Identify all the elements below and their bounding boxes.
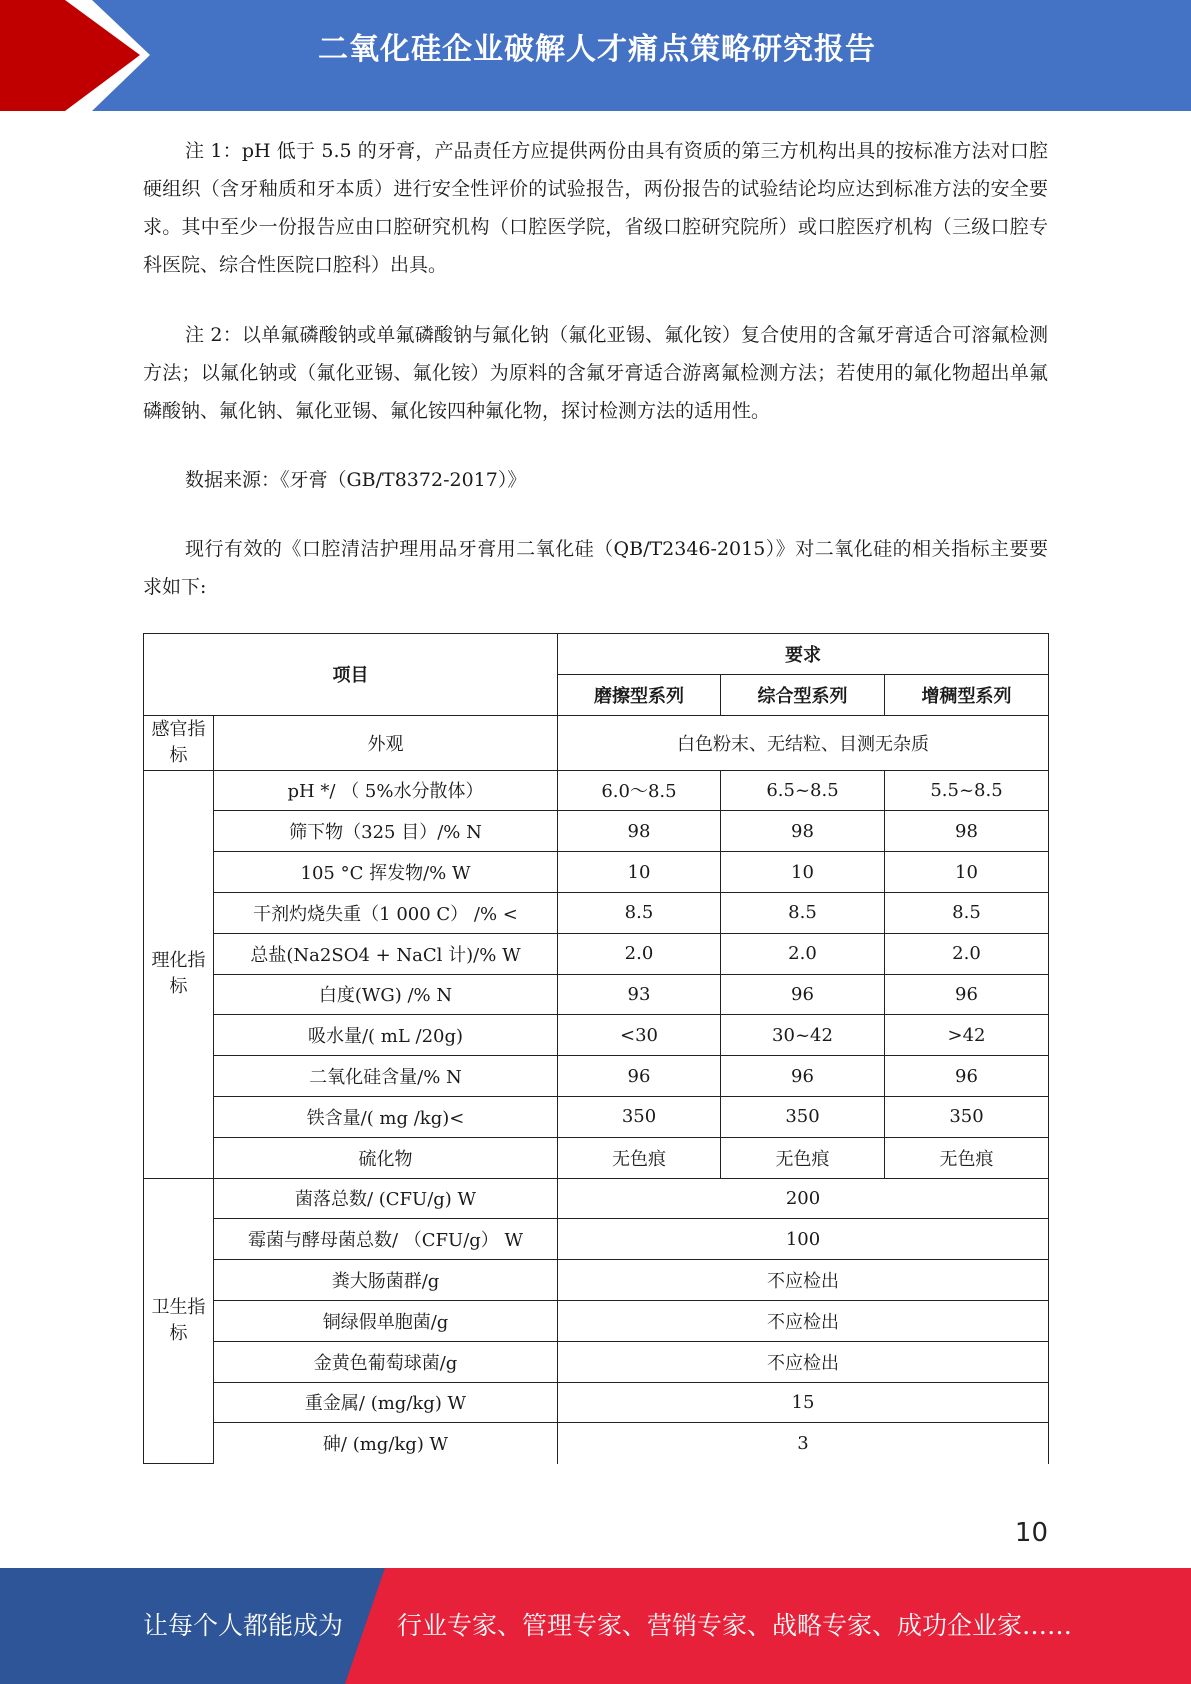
table-row — [144, 974, 1049, 1015]
header-abrasive-series: 磨擦型系列 — [558, 674, 721, 715]
item-cell: 砷/ (mg/kg) W — [214, 1423, 558, 1464]
header-requirement-cell: 要求 — [558, 634, 1049, 675]
item-cell: 干剂灼烧失重（1 000 C） /% < — [214, 892, 558, 933]
header-thickening-series: 增稠型系列 — [885, 674, 1049, 715]
note-2-paragraph: 注 2：以单氟磷酸钠或单氟磷酸钠与氟化钠（氟化亚锡、氟化铵）复合使用的含氟牙膏适合可溶氟检测方法；以氟化钠或（氟化亚锡、氟化铵）为原料的含氟牙膏适合游离氟检测方法；若使用的氟化物超出单氟磷酸钠、氟化钠、氟化亚锡、氟化铵四种氟化物，探讨检测方法的适用性。 — [143, 324, 1048, 422]
value-cell: 96 — [885, 1056, 1049, 1097]
table-row — [144, 1096, 1049, 1137]
value-cell: 350 — [885, 1096, 1049, 1137]
value-cell: 无色痕 — [721, 1137, 885, 1178]
value-cell: 不应检出 — [558, 1260, 1049, 1301]
note-1-paragraph: 注 1：pH 低于 5.5 的牙膏，产品责任方应提供两份由具有资质的第三方机构出具的按标准方法对口腔硬组织（含牙釉质和牙本质）进行安全性评价的试验报告，两份报告的试验结论均应达到标准方法的安全要求。其中至少一份报告应由口腔研究机构（口腔医学院，省级口腔研究院所）或口腔医疗机构（三级口腔专科医院、综合性医院口腔科）出具。 — [143, 140, 1048, 276]
value-cell: 3 — [558, 1423, 1049, 1464]
table-row — [144, 1382, 1049, 1423]
item-cell: 外观 — [214, 715, 558, 770]
table-row — [144, 1015, 1049, 1056]
value-cell: 200 — [558, 1178, 1049, 1219]
header-title: 二氧化硅企业破解人才痛点策略研究报告 — [318, 32, 876, 67]
table-row — [144, 1260, 1049, 1301]
table-row — [144, 1300, 1049, 1341]
table-row — [144, 1056, 1049, 1097]
item-cell: pH */ （ 5%水分散体） — [214, 770, 558, 811]
value-cell: 5.5~8.5 — [885, 770, 1049, 811]
table-row — [144, 892, 1049, 933]
value-cell: 10 — [558, 852, 721, 893]
value-cell: 98 — [558, 811, 721, 852]
item-cell: 霉菌与酵母菌总数/ （CFU/g） W — [214, 1219, 558, 1260]
item-cell: 二氧化硅含量/% N — [214, 1056, 558, 1097]
value-cell: 8.5 — [885, 892, 1049, 933]
footer-slogan-right: 行业专家、管理专家、营销专家、战略专家、成功企业家…… — [397, 1611, 1073, 1640]
value-cell: 96 — [721, 974, 885, 1015]
value-cell: 10 — [885, 852, 1049, 893]
page-number: 10 — [1014, 1518, 1048, 1548]
intro-paragraph: 现行有效的《口腔清洁护理用品牙膏用二氧化硅（QB/T2346-2015）》对二氧化硅的相关指标主要要求如下: — [143, 538, 1048, 598]
value-cell: 350 — [721, 1096, 885, 1137]
item-cell: 总盐(Na2SO4 + NaCl 计)/% W — [214, 933, 558, 974]
value-cell: >42 — [885, 1015, 1049, 1056]
value-cell: 2.0 — [721, 933, 885, 974]
table-row — [144, 1178, 1049, 1219]
value-cell: 15 — [558, 1382, 1049, 1423]
value-cell: 无色痕 — [885, 1137, 1049, 1178]
value-cell: 8.5 — [558, 892, 721, 933]
silica-spec-table — [143, 633, 1049, 1464]
value-cell: 6.5~8.5 — [721, 770, 885, 811]
item-cell: 粪大肠菌群/g — [214, 1260, 558, 1301]
value-cell: 10 — [721, 852, 885, 893]
value-cell: 不应检出 — [558, 1300, 1049, 1341]
page-footer — [0, 1568, 1191, 1684]
table-row — [144, 1137, 1049, 1178]
category-physchem: 理化指标 — [144, 770, 214, 1178]
item-cell: 105 °C 挥发物/% W — [214, 852, 558, 893]
item-cell: 铁含量/( mg /kg)< — [214, 1096, 558, 1137]
item-cell: 筛下物（325 目）/% N — [214, 811, 558, 852]
value-cell: 30~42 — [721, 1015, 885, 1056]
category-hygiene: 卫生指标 — [144, 1178, 214, 1464]
item-cell: 菌落总数/ (CFU/g) W — [214, 1178, 558, 1219]
value-cell: <30 — [558, 1015, 721, 1056]
item-cell: 白度(WG) /% N — [214, 974, 558, 1015]
value-cell: 白色粉末、无结粒、目测无杂质 — [558, 715, 1049, 770]
table-row — [144, 1219, 1049, 1260]
item-cell: 重金属/ (mg/kg) W — [214, 1382, 558, 1423]
table-row — [144, 1423, 1049, 1464]
value-cell: 98 — [885, 811, 1049, 852]
value-cell: 8.5 — [721, 892, 885, 933]
item-cell: 吸水量/( mL /20g) — [214, 1015, 558, 1056]
page-header — [0, 0, 1191, 111]
header-general-series: 综合型系列 — [721, 674, 885, 715]
table-row — [144, 1341, 1049, 1382]
value-cell: 98 — [721, 811, 885, 852]
table-row — [144, 811, 1049, 852]
value-cell: 96 — [885, 974, 1049, 1015]
item-cell: 金黄色葡萄球菌/g — [214, 1341, 558, 1382]
value-cell: 96 — [558, 1056, 721, 1097]
table-row — [144, 770, 1049, 811]
value-cell: 93 — [558, 974, 721, 1015]
table-row — [144, 933, 1049, 974]
data-source-paragraph: 数据来源：《牙膏（GB/T8372-2017）》 — [185, 469, 527, 491]
value-cell: 96 — [721, 1056, 885, 1097]
value-cell: 2.0 — [885, 933, 1049, 974]
value-cell: 2.0 — [558, 933, 721, 974]
value-cell: 6.0〜8.5 — [558, 770, 721, 811]
value-cell: 350 — [558, 1096, 721, 1137]
value-cell: 100 — [558, 1219, 1049, 1260]
footer-slogan-left: 让每个人都能成为 — [143, 1611, 344, 1640]
header-item-cell: 项目 — [144, 634, 558, 716]
value-cell: 无色痕 — [558, 1137, 721, 1178]
item-cell: 硫化物 — [214, 1137, 558, 1178]
table-row — [144, 852, 1049, 893]
category-sensory: 感官指标 — [144, 715, 214, 770]
value-cell: 不应检出 — [558, 1341, 1049, 1382]
item-cell: 铜绿假单胞菌/g — [214, 1300, 558, 1341]
